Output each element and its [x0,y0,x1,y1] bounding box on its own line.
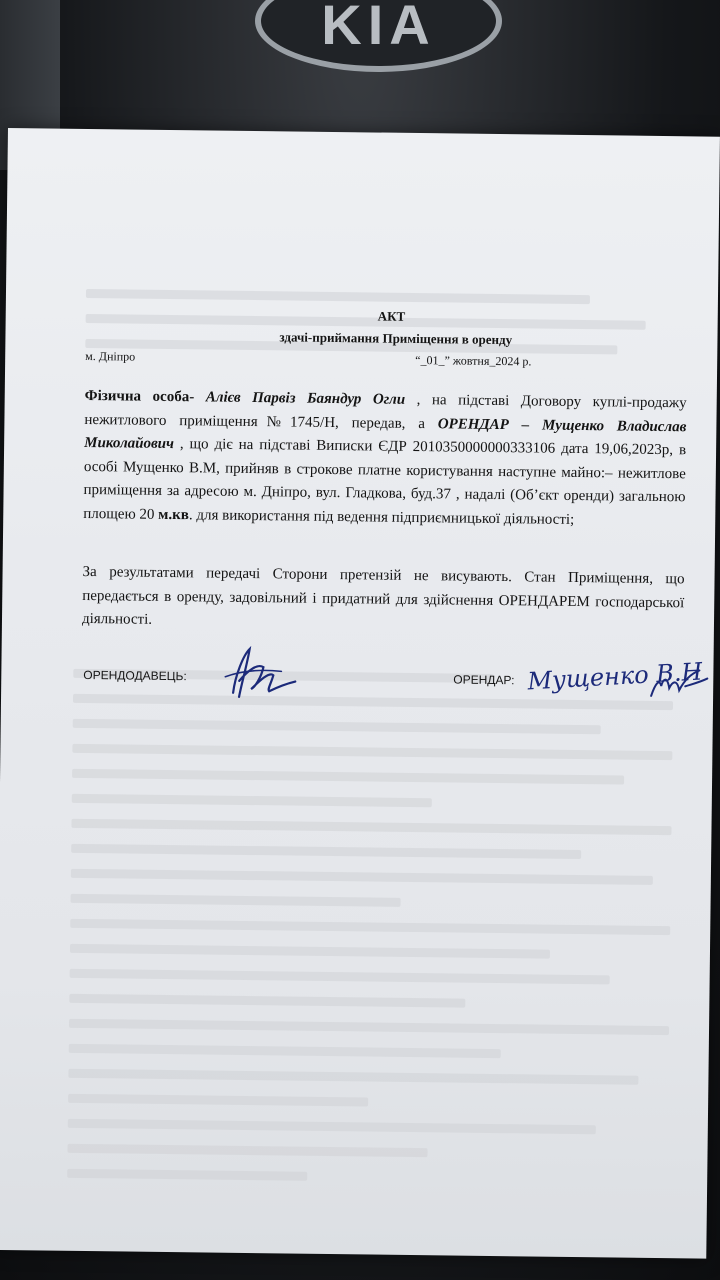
landlord-name: Алієв Парвіз Баяндур Огли [205,389,406,408]
landlord-sign-label: ОРЕНДОДАВЕЦЬ: [83,667,187,684]
document-title: АКТ [377,308,406,324]
area-unit: м.кв [158,506,190,523]
party-lead: Фізична особа- [84,387,195,406]
document-subtitle: здачі-приймання Приміщення в оренду [279,329,513,348]
paragraph-results: За результатами передачі Сторони претензій не висувають. Стан Приміщення, що передається в оренду, задовільний і придатний для здійснення ОРЕНДАРЕМ господарської діяльності. [81,563,685,628]
tenant-sign-label: ОРЕНДАР: [453,672,515,688]
act-document [0,128,720,1259]
paragraph-text-2: , що діє на підставі Виписки ЄДР 2010350000000333106 дата 19,06,2023р, в особі Мущенко В.М, прийняв в строкове платне користування наступне майно:– нежитлове приміщення за адресою м. Дніпро, вул. Гладкова, буд.37 , надалі (Об’єкт оренди) загальною площею 20 [83,436,687,523]
document-date: “_01_” жовтня_2024 р. [415,352,532,369]
paragraph-text-3: . для використання під ведення підприємницької діяльності; [188,506,575,528]
document-city: м. Дніпро [85,348,136,364]
paragraph-transfer [83,385,687,533]
landlord-signature [211,641,302,702]
document-sheet [0,128,720,1259]
tenant-signature-text: Мущенко В.Н [526,657,704,696]
tenant-signature-mark [647,656,712,707]
tenant-name: ОРЕНДАР – Мущенко Владислав Миколайович [84,415,687,453]
paragraph-text-1: , на підставі Договору куплі-продажу нежитлового приміщення№1745/Н, передав, а [84,391,687,432]
kia-logo: KIA [255,0,502,72]
